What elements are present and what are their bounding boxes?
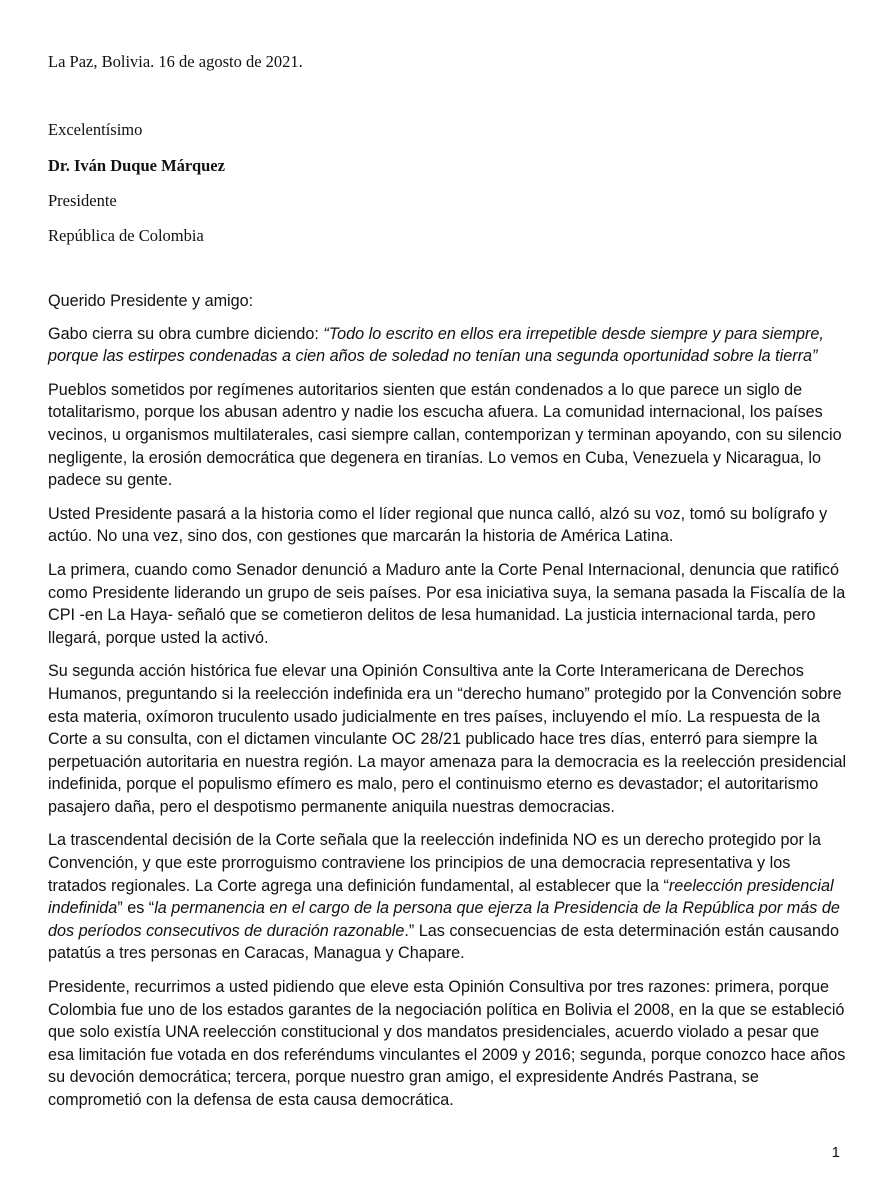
greeting: Querido Presidente y amigo: xyxy=(48,292,254,310)
paragraph-1 xyxy=(48,323,848,368)
dateline: La Paz, Bolivia. 16 de agosto de 2021. xyxy=(48,52,303,71)
paragraph-3: Usted Presidente pasará a la historia como el líder regional que nunca calló, alzó su voz, tomó su bolígrafo y actúo. No una vez, sino dos, con gestiones que marcarán la historia de América Latina. xyxy=(48,504,828,546)
paragraph-6-part-c: .” Las consecuencias de esta determinación están causando patatús a tres personas en Caracas, Managua y Chapare. xyxy=(48,921,839,963)
paragraph-6-part-a: La trascendental decisión de la Corte señala que la reelección indefinida NO es un derecho protegido por la Convención, y que este prorroguismo contraviene los principios de una democracia representativa y los tratados regionales. La Corte agrega una definición fundamental, al establecer que la “ xyxy=(48,831,822,895)
paragraph-6-italic-1: reelección presidencial indefinida xyxy=(48,876,834,918)
recipient-name: Dr. Iván Duque Márquez xyxy=(48,156,225,175)
recipient-title: Presidente xyxy=(48,191,117,210)
letter-body xyxy=(48,290,848,1123)
paragraph-7: Presidente, recurrimos a usted pidiendo que eleve esta Opinión Consultiva por tres razones: primera, porque Colombia fue uno de los estados garantes de la negociación política en Bolivia el 2008, en la que se estableció que solo existía UNA reelección constitucional y dos mandatos presidenciales, acuerdo violado a pesar que esa limitación fue votada en dos referéndums vinculantes el 2009 y 2016; segunda, porque conozco hace años su devoción democrática; tercera, porque nuestro gran amigo, el expresidente Andrés Pastrana, se comprometió con la defensa de esta causa democrática. xyxy=(48,978,846,1109)
paragraph-4: La primera, cuando como Senador denunció a Maduro ante la Corte Penal Internacional, denuncia que ratificó como Presidente liderando un grupo de seis países. Por esa iniciativa suya, la semana pasada la Fiscalía de la CPI -en La Haya- señaló que se cometieron delitos de lesa humanidad. La justicia internacional tarda, pero llegará, porque usted la activó. xyxy=(48,560,846,647)
paragraph-6-italic-2: la permanencia en el cargo de la persona que ejerza la Presidencia de la República por más de dos períodos consecutivos de duración razonable xyxy=(48,899,840,940)
paragraph-1-lead: Gabo cierra su obra cumbre diciendo: xyxy=(48,324,324,343)
paragraph-1-quote: “Todo lo escrito en ellos era irrepetible desde siempre y para siempre, porque las estirpes condenadas a cien años de soledad no tenían una segunda oportunidad sobre la tierra” xyxy=(48,324,824,366)
paragraph-6 xyxy=(48,829,848,965)
recipient-honorific: Excelentísimo xyxy=(48,120,143,139)
recipient-country: República de Colombia xyxy=(48,226,204,245)
paragraph-2: Pueblos sometidos por regímenes autoritarios sienten que están condenados a lo que parece un siglo de totalitarismo, porque los abusan adentro y nadie los escucha afuera. La comunidad internacional, los países vecinos, u organismos multilaterales, casi siempre callan, contemporizan y terminan apoyando, con su silencio negligente, la erosión democrática que degenera en tiranías. Lo vemos en Cuba, Venezuela y Nicaragua, lo padece su gente. xyxy=(48,380,842,490)
paragraph-5: Su segunda acción histórica fue elevar una Opinión Consultiva ante la Corte Interamericana de Derechos Humanos, preguntando si la reelección indefinida era un “derecho humano” protegido por la Convención sobre esta materia, oxímoron truculento usado judicialmente en tres países, incluyendo el mío. La respuesta de la Corte a su consulta, con el dictamen vinculante OC 28/21 publicado hace tres días, enterró para siempre la perpetuación autoritaria en nuestra región. La mayor amenaza para la democracia es la reelección presidencial indefinida, porque el populismo efímero es malo, pero el continuismo eterno es devastador; el autoritarismo pasajero daña, pero el despotismo permanente aniquila nuestras democracias. xyxy=(48,662,847,816)
paragraph-6-part-b: ” es “ xyxy=(117,899,155,918)
page-number: 1 xyxy=(831,1144,840,1161)
